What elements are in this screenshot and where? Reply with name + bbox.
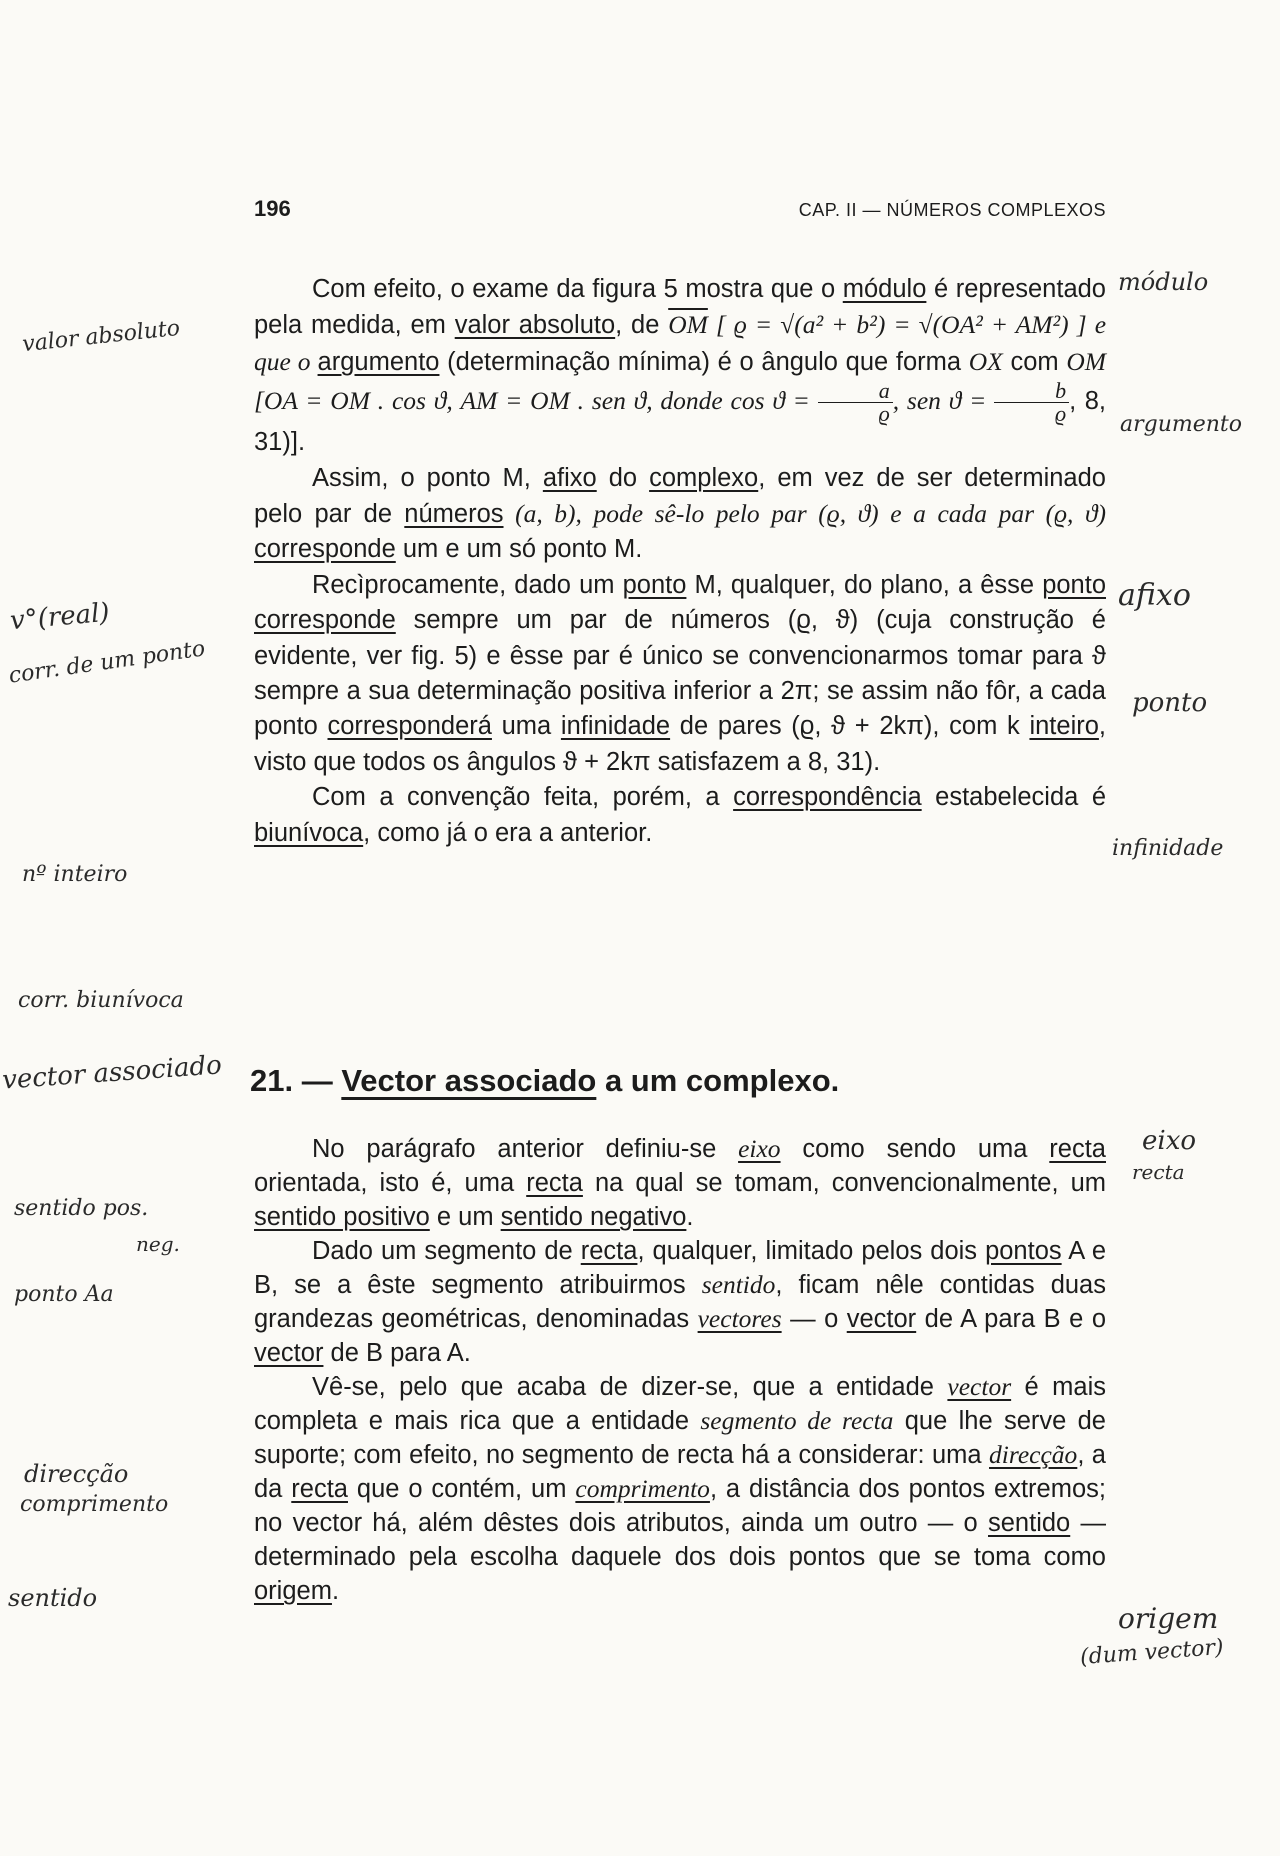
term-argumento: argumento [317, 347, 440, 376]
section-title: Vector associado [341, 1063, 597, 1098]
term-comprimento: comprimento [575, 1474, 710, 1503]
running-head: CAP. II — NÚMEROS COMPLEXOS [798, 200, 1106, 220]
text: de A para B e o [916, 1305, 1106, 1333]
section-title-rest: a um complexo. [596, 1063, 840, 1098]
margin-note-ponto: ponto [1132, 688, 1208, 718]
text: como sendo uma [780, 1135, 1050, 1163]
text: é mais completa e mais rica que a entidade [254, 1373, 1106, 1435]
math-components: [OA = OM . cos ϑ, AM = OM . sen ϑ, donde [254, 386, 731, 416]
math-om: OM [1066, 346, 1106, 376]
text: , 8, 31)]. [254, 387, 1106, 457]
term-numeros: números [404, 500, 504, 529]
text: do [596, 463, 650, 492]
margin-note-biunivoca: corr. biunívoca [18, 988, 184, 1013]
paragraph-biunivoca [254, 780, 1106, 851]
text: um e um só ponto M. [395, 535, 643, 564]
term-infinidade: infinidade [560, 712, 671, 741]
text: . [686, 1203, 694, 1231]
text: de B para A. [323, 1339, 471, 1367]
fraction-b-over-rho [994, 380, 1069, 425]
text: que lhe serve de suporte; com efeito, no segmento de recta há a considerar: uma [254, 1407, 1106, 1469]
term-vector: vector [254, 1339, 324, 1367]
paragraph-eixo [254, 1132, 1106, 1234]
page-number: 196 [254, 196, 291, 221]
text: Recìprocamente, dado um [312, 570, 623, 599]
term-pontos: pontos [985, 1237, 1062, 1265]
term-origem: origem [254, 1577, 332, 1605]
text: , a distância dos pontos extremos; no vector há, além dêstes dois atributos, ainda um outro — o [254, 1475, 1106, 1537]
margin-note-origem: origem [1118, 1602, 1219, 1635]
text: é representado pela medida, em [254, 275, 1106, 340]
term-vector: vector [947, 1372, 1012, 1401]
text: No parágrafo anterior definiu-se [312, 1135, 739, 1163]
text: , de [615, 311, 669, 340]
text: de pares (ϱ, ϑ + 2kπ), com k [670, 712, 1030, 741]
math-pairs: (a, b), pode sê-lo pelo par (ϱ, ϑ) e a cada par (ϱ, ϑ) [503, 499, 1106, 529]
paragraph-modulo-argumento [254, 272, 1106, 461]
term-ponto: ponto [1042, 570, 1106, 599]
term-modulo: módulo [842, 275, 927, 303]
term-valor-absoluto: valor absoluto [454, 311, 616, 340]
denominator: ϱ [1055, 401, 1067, 427]
text: (determinação mínima) é o ângulo que forma [439, 347, 969, 376]
margin-note-direccao: direcção [24, 1460, 129, 1488]
text: Vê-se, pelo que acaba de dizer-se, que a entidade [312, 1373, 948, 1401]
text: que o contém, um [347, 1475, 576, 1503]
term-correspondera: corresponderá [327, 712, 492, 741]
term-sentido-negativo: sentido negativo [500, 1203, 687, 1231]
margin-note-comprimento: comprimento [20, 1492, 169, 1517]
margin-note-real: v°(real) [8, 597, 111, 637]
margin-note-infinidade: infinidade [1112, 836, 1224, 861]
term-correspondencia: correspondência [733, 783, 922, 812]
text: Dado um segmento de [312, 1237, 581, 1265]
term-recta: recta [580, 1237, 638, 1265]
text: , em vez de ser determinado pelo par de [254, 463, 1106, 529]
term-eixo: eixo [738, 1134, 781, 1163]
text: na qual se tomam, convencionalmente, um [582, 1169, 1107, 1197]
text: A e B, se a êste segmento atribuirmos [254, 1237, 1107, 1299]
margin-note-sentido: sentido [8, 1584, 98, 1612]
margin-note-vector-associado: vector associado [1, 1050, 223, 1096]
text: M, qualquer, do plano, a êsse [686, 570, 1043, 599]
text: — determinado pela escolha daquele dos dois pontos que se toma como [254, 1509, 1106, 1571]
denominator: ϱ [878, 401, 890, 427]
term-recta: recta [291, 1475, 348, 1503]
text: uma [491, 712, 561, 741]
text: orientada, isto é, uma [254, 1169, 527, 1197]
body-text-section-20 [254, 272, 1106, 851]
math-om: $\overline{OM}$ [668, 310, 708, 340]
paragraph-entidade-vector [254, 1370, 1106, 1608]
text: com [1002, 347, 1067, 376]
term-recta: recta [1049, 1135, 1106, 1163]
math-modulo-formula: [ ϱ = √(a² + b²) = √(OA² + AM²) ] e que o [254, 310, 1107, 376]
text: . [331, 1577, 340, 1605]
text: sempre um par de números (ϱ, ϑ) (cuja construção é evidente, ver fig. 5) e êsse par é único se convencionarmos tomar para ϑ sempre a sua determinação positiva inferior a 2π; se assim não fôr, a cada ponto [254, 606, 1106, 741]
term-vectores: vectores [697, 1304, 782, 1333]
text: , qualquer, limitado pelos dois [637, 1237, 986, 1265]
margin-note-sentido-pos: sentido pos. [14, 1196, 149, 1221]
term-sentido: sentido [701, 1270, 776, 1299]
margin-note-recta: recta [1132, 1160, 1185, 1184]
text: Com efeito, o exame da figura 5 mostra que o [312, 275, 843, 303]
section-number: 21. — [250, 1063, 342, 1098]
text: e um [429, 1203, 501, 1231]
term-corresponde: corresponde [254, 535, 396, 564]
text: , a da [254, 1441, 1106, 1503]
numerator: b [994, 380, 1069, 403]
page-header [254, 196, 1106, 226]
math-ox: OX [968, 346, 1003, 376]
term-vector: vector [846, 1305, 917, 1333]
text: Com a convenção feita, porém, a [312, 783, 734, 812]
term-recta: recta [526, 1169, 583, 1197]
margin-note-modulo: módulo [1118, 268, 1209, 296]
margin-note-valor-absoluto: valor absoluto [21, 315, 182, 358]
fraction-a-over-rho [818, 380, 893, 425]
paragraph-reciprocamente [254, 568, 1106, 780]
margin-note-afixo: afixo [1118, 578, 1191, 613]
text: , ficam nêle contidas duas grandezas geométricas, denominadas [254, 1271, 1106, 1333]
text: , como já o era a anterior. [363, 818, 653, 847]
margin-note-ponto-aa: ponto Aa [14, 1282, 114, 1307]
math-cos: cos ϑ = [730, 386, 818, 416]
numerator: a [818, 380, 893, 403]
text: estabelecida é [921, 783, 1106, 812]
margin-note-dum-vector: (dum vector) [1079, 1635, 1225, 1670]
margin-note-neg: neg. [136, 1232, 180, 1256]
margin-note-eixo: eixo [1142, 1126, 1197, 1156]
term-direccao: direcção [989, 1440, 1078, 1469]
term-inteiro: inteiro [1029, 712, 1099, 741]
body-text-section-21 [254, 1132, 1106, 1608]
term-segmento-de-recta: segmento de recta [700, 1406, 894, 1435]
margin-note-corr-ponto: corr. de um ponto [7, 636, 207, 689]
term-complexo: complexo [649, 463, 759, 492]
term-afixo: afixo [542, 463, 597, 492]
term-ponto: ponto [622, 570, 687, 599]
paragraph-afixo [254, 461, 1106, 568]
text: , visto que todos os ângulos ϑ + 2kπ satisfazem a 8, 31). [254, 712, 1106, 776]
math-sen: , sen ϑ = [892, 386, 995, 416]
text: — o [781, 1305, 847, 1333]
margin-note-inteiro: nº inteiro [22, 862, 128, 887]
term-sentido: sentido [988, 1509, 1071, 1537]
term-corresponde: corresponde [254, 606, 396, 635]
text: Assim, o ponto M, [312, 463, 543, 492]
margin-note-argumento: argumento [1120, 412, 1243, 437]
section-heading-21 [250, 1063, 1110, 1099]
term-biunivoca: biunívoca [254, 818, 364, 847]
paragraph-vectores [254, 1234, 1106, 1370]
term-sentido-positivo: sentido positivo [254, 1203, 430, 1231]
